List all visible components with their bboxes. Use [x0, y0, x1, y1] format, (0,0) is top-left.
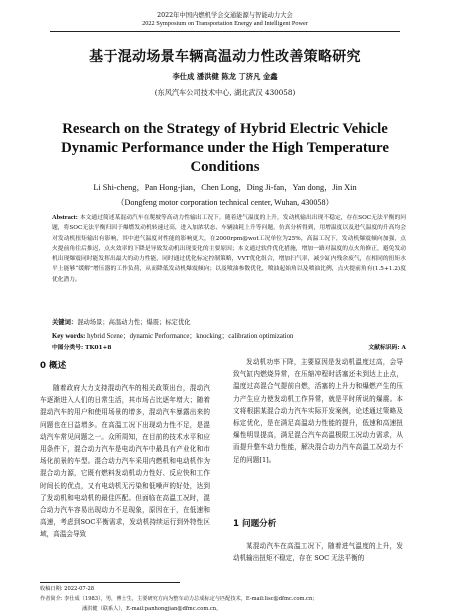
affiliation-en: （Dongfeng motor corporation technical center, Wuhan, 430058） — [116, 198, 334, 207]
keywords-cn-text: 混动场景；高温动力性；爆震；标定优化 — [77, 319, 191, 326]
abstract-label: Abstract: — [52, 214, 78, 221]
keywords-en-label: Key words: — [52, 333, 86, 340]
keywords-cn — [52, 318, 406, 328]
intro-paragraph: 随着政府大力支持混动汽车的相关政策出台，混动汽车逐渐进入人们的日常生活，其市场占比逐年增大；随着混动汽车的用户和使用场景的增多，混动汽车暴露出来的问题也在日益增多。在高温工况下出现动力性不足，是混动汽车常见问题之一。众所周知，在目前的技术水平和应用条件下，混合动力汽车是电动汽车中最具有产业化和市场化前景的车型。混合动力汽车采用内燃机和电动机作为混合动力源，它既有燃料发动机动力性好、反应快和工作时间长的优点，又有电动机无污染和低噪声的好处，达到了发动机和电动机的最佳匹配。但面临在高温工况时，混合动力汽车容易出现动力不足现象，原因在于，在低速和高速，考虑到SOC平衡需求，发动机持续运行到外特性区域，高温会导致 — [40, 384, 210, 539]
authors-cn: 李仕成 潘洪健 陈龙 丁济凡 金鑫 — [172, 72, 278, 81]
conference-name-cn: 2022年中国内燃机学会交通能源与智能动力大会 — [157, 12, 293, 19]
paper-title-en: Research on the Strategy of Hybrid Electric Vehicle Dynamic Performance under the High Temperature Conditions — [61, 121, 389, 175]
header-rule — [50, 31, 400, 32]
problem-paragraph: 某混动汽车在高温工况下，随着进气温度的上升，发动机输出扭矩不稳定，存在 SOC 无法平衡的 — [233, 542, 403, 563]
left-column — [40, 356, 210, 592]
section-heading-problem: 1 问题分析 — [233, 519, 277, 529]
affiliation-cn: (东风汽车公司技术中心, 湖北武汉 430058) — [154, 88, 296, 97]
conference-name-en: 2022 Symposium on Transportation Energy and Intelligent Power — [142, 20, 308, 27]
intro-paragraph-continued: 发动机功率下降，主要原因是发动机温度过高，会导致气缸内燃烧异常，在压缩冲程时活塞还未到达上止点，温度过高混合气提前自燃，活塞的上升力和爆燃产生的压力产生应力使发动机工作异常，就是平时所说的爆震。本文将根据某混合动力汽车实际开发案例，论述通过策略及标定优化，是在满足高温动力性能的提升，低速和高速扭爆性明显提高，满足混合汽车高温极限工况动力需求，从而提升整车动力性能，解决混合动力汽车高温工况动力不足的问题[1]。 — [233, 358, 403, 464]
abstract-text: 本文通过简述某混动汽车在爬坡等高动力性输出工况下，随着进气温度的上升，发动机输出出现不稳定，存在SOC无法平衡的问题，将SOC无法平衡归因于爆燃发动机转速过高，进入加浓状态、车辆油耗上升等问题，仿真分析得到，用增温度以及进气温度的升高均会对发动机扭矩输出有影响，其中进气温度对性能的影响更大，在2000rpm@wot工况单位为25%，高温工况下，发动机爆震倾向加强，点火提前角往后推迟，点火效率的下降是导致发动机出现变化的主要原因；本文通过软件优化措施，增加一路对温度的点火角修正，避免发动机出现爆震同时能发挥出最大的动力性能，同时通过优化标定控制策略，VVT优化组合，增加扫气率，减少缸内残余废气，在相同的扭矩水平上能够“缓解”增压器的工作负荷，从而降低发动机爆震倾向；以及喷油参数优化，喷油起始角以及喷油比例，点火提前角有(1.5+1.2)度优化潜力。 — [52, 215, 407, 283]
footnote-author-info: 作者简介: 李仕成（1983），男，博士生，主要研究方向为整车动力总成标定与匹配技术，E-mail:lisc@dfmc.com.cn； — [40, 596, 318, 602]
clc-number: 中图分类号: TK01+8 — [52, 345, 112, 351]
keywords-cn-label: 关键词： — [52, 319, 78, 326]
document-code: 文献标识码: A — [368, 345, 406, 351]
paper-title-cn: 基于混动场景车辆高温动力性改善策略研究 — [89, 49, 361, 65]
footnote-rule — [40, 582, 180, 583]
section-heading-intro: 0 概述 — [40, 361, 67, 371]
footnote-contact: 潘洪健（联系人），E-mail:panhongjian@dfmc.com.cn。 — [82, 606, 222, 612]
authors-en: Li Shi-cheng，Pan Hong-jian，Chen Long，Ding Ji-fan，Yan dong，Jin Xin — [93, 183, 357, 192]
keywords-en — [52, 330, 406, 340]
abstract — [52, 213, 406, 285]
keywords-en-text: hybrid Scene；dynamic Performance；knocking；calibration optimization — [87, 333, 294, 340]
right-column — [233, 356, 403, 588]
footnote-received: 收稿日期: 2022-07-28 — [40, 586, 95, 592]
